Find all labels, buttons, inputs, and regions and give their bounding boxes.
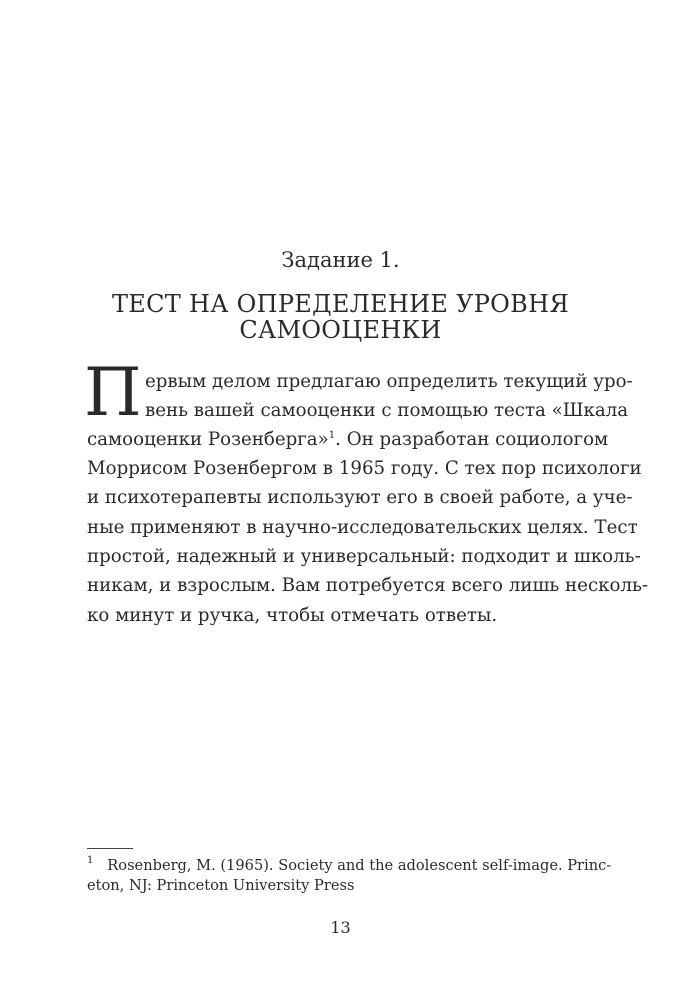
body-line: никам, и взрослым. Вам потребуется всего лишь несколь- bbox=[87, 575, 649, 596]
body-line: Моррисом Розенбергом в 1965 году. С тех пор психологи bbox=[87, 458, 642, 479]
drop-cap: П bbox=[84, 354, 142, 431]
footnote-marker: 1 bbox=[87, 855, 94, 866]
body-line bbox=[87, 425, 609, 454]
task-heading: Задание 1. bbox=[281, 248, 400, 272]
body-line: ко минут и ручка, чтобы отмечать ответы. bbox=[87, 605, 498, 626]
footnote-line-2: eton, NJ: Princeton University Press bbox=[87, 877, 355, 894]
text: . Он разработан социологом bbox=[335, 429, 609, 450]
page-number: 13 bbox=[330, 918, 351, 937]
text: самооценки Розенберга» bbox=[87, 429, 329, 450]
footnote-reference[interactable]: 1 bbox=[328, 430, 336, 441]
body-line: и психотерапевты используют его в своей работе, а уче- bbox=[87, 487, 633, 508]
text: Rosenberg, M. (1965). Society and the adolescent self-image. Princ- bbox=[107, 857, 612, 874]
body-line: простой, надежный и универсальный: подходит и школь- bbox=[87, 546, 641, 567]
body-line: вень вашей самооценки с помощью теста «Шкала bbox=[145, 400, 629, 421]
body-line: ные применяют в научно-исследовательских целях. Тест bbox=[87, 517, 638, 538]
footnote-divider bbox=[87, 848, 133, 849]
chapter-title-line-2: САМООЦЕНКИ bbox=[239, 316, 442, 344]
chapter-title-line-1: ТЕСТ НА ОПРЕДЕЛЕНИЕ УРОВНЯ bbox=[111, 290, 570, 318]
footnote-line-1 bbox=[87, 855, 612, 876]
body-line: ервым делом предлагаю определить текущий уро- bbox=[145, 371, 633, 392]
